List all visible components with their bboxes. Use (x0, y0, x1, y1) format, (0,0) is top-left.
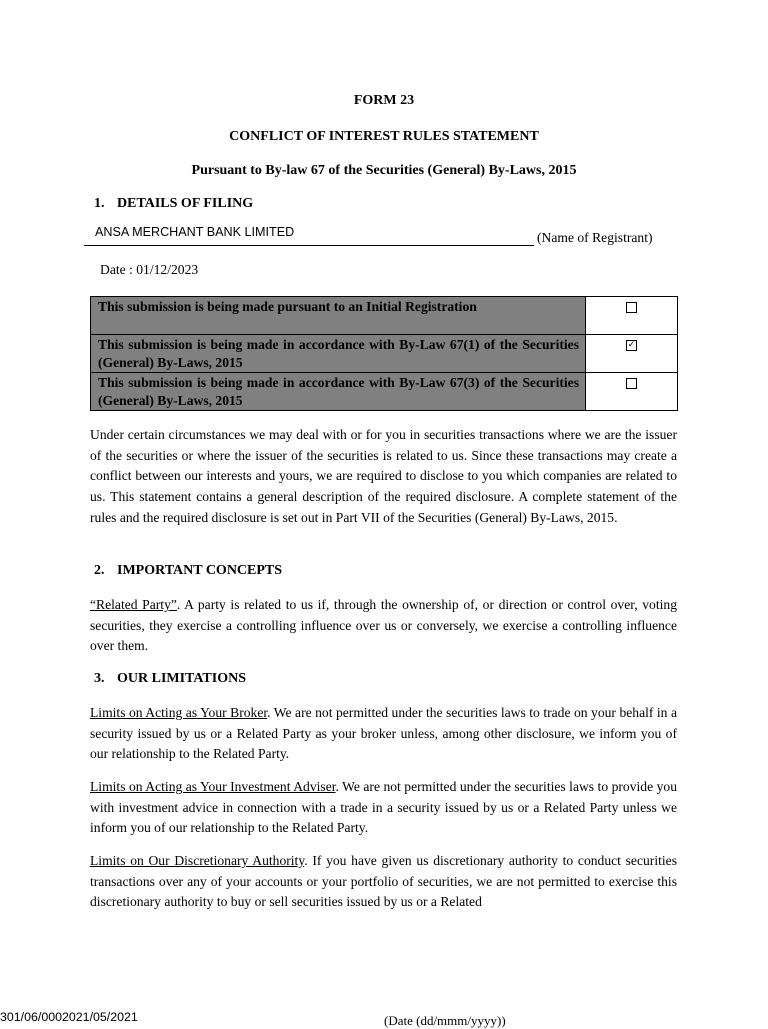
checked-checkbox-icon[interactable]: ✓ (627, 340, 636, 350)
limitation-paragraph (90, 777, 677, 839)
checkbox-icon[interactable] (626, 302, 637, 313)
submission-option-row (91, 373, 678, 411)
section-1-number: 1. (94, 196, 105, 211)
limitation-text: . If you have given us discretionary authority to conduct securities transactions over any of your accounts or your portfolio of securities, we are not permitted to exercise this discretionary authority to buy or sell securities issued by us or a Related (90, 853, 677, 910)
limitation-paragraph (90, 703, 677, 765)
limitation-paragraph (90, 851, 677, 913)
date-format-caption: (Date (dd/mmm/yyyy)) (384, 1013, 506, 1028)
limitation-term: Limits on Acting as Your Broker (90, 705, 268, 720)
submission-option-label: This submission is being made pursuant to an Initial Registration (91, 297, 586, 335)
related-party-term: “Related Party” (90, 597, 177, 612)
intro-paragraph: Under certain circumstances we may deal with or for you in securities transactions where we are the issuer of the securities or where the issuer of the securities is related to us. Since these transactions may create a conflict between our interests and yours, we are required to disclose to you which companies are related to us. This statement contains a general description of the required disclosure. A complete statement of the rules and the required disclosure is set out in Part VII of the Securities (General) By-Laws, 2015. (90, 427, 677, 525)
section-3-title: OUR LIMITATIONS (117, 671, 247, 686)
form-title: CONFLICT OF INTEREST RULES STATEMENT (229, 129, 539, 144)
limitation-term: Limits on Acting as Your Investment Adviser (90, 779, 336, 794)
registrant-name-field (84, 225, 534, 246)
limitation-term: Limits on Our Discretionary Authority (90, 853, 305, 868)
registrant-name-value: ANSA MERCHANT BANK LIMITED (95, 225, 295, 239)
section-2-title: IMPORTANT CONCEPTS (117, 563, 283, 578)
submission-option-cell (586, 297, 678, 335)
related-party-text: . A party is related to us if, through the ownership of, or direction or control over, voting securities, they exercise a controlling influence over us or conversely, we exercise a controlling influence over them. (90, 597, 677, 654)
submission-option-row (91, 297, 678, 335)
submission-option-row (91, 335, 678, 373)
registrant-name-caption: (Name of Registrant) (537, 230, 653, 245)
document-reference: 301/06/0002021/05/2021 (0, 1010, 138, 1024)
submission-option-label: This submission is being made in accordance with By-Law 67(3) of the Securities (General) By-Laws, 2015 (91, 373, 586, 411)
filing-date: Date : 01/12/2023 (100, 262, 199, 277)
section-1-title: DETAILS OF FILING (117, 196, 254, 211)
submission-option-cell (586, 373, 678, 411)
form-subtitle: Pursuant to By-law 67 of the Securities (General) By-Laws, 2015 (191, 163, 577, 178)
section-3-heading (94, 671, 246, 687)
submission-type-table (90, 296, 678, 411)
section-2-number: 2. (94, 563, 105, 578)
section-2-heading (94, 563, 282, 579)
submission-option-cell (586, 335, 678, 373)
checkbox-icon[interactable] (626, 378, 637, 389)
section-3-number: 3. (94, 671, 105, 686)
submission-option-label: This submission is being made in accordance with By-Law 67(1) of the Securities (General) By-Laws, 2015 (91, 335, 586, 373)
related-party-paragraph (90, 595, 677, 657)
limitation-text: . We are not permitted under the securities laws to provide you with investment advice in connection with a trade in a security issued by us or a Related Party unless we inform you of our relationship to the Related Party. (90, 779, 677, 836)
section-1-heading (94, 196, 253, 212)
limitation-text: . We are not permitted under the securities laws to trade on your behalf in a security issued by us or a Related Party as your broker unless, among other disclosure, we inform you of our relationship to the Related Party. (90, 705, 677, 762)
form-number: FORM 23 (353, 93, 415, 108)
